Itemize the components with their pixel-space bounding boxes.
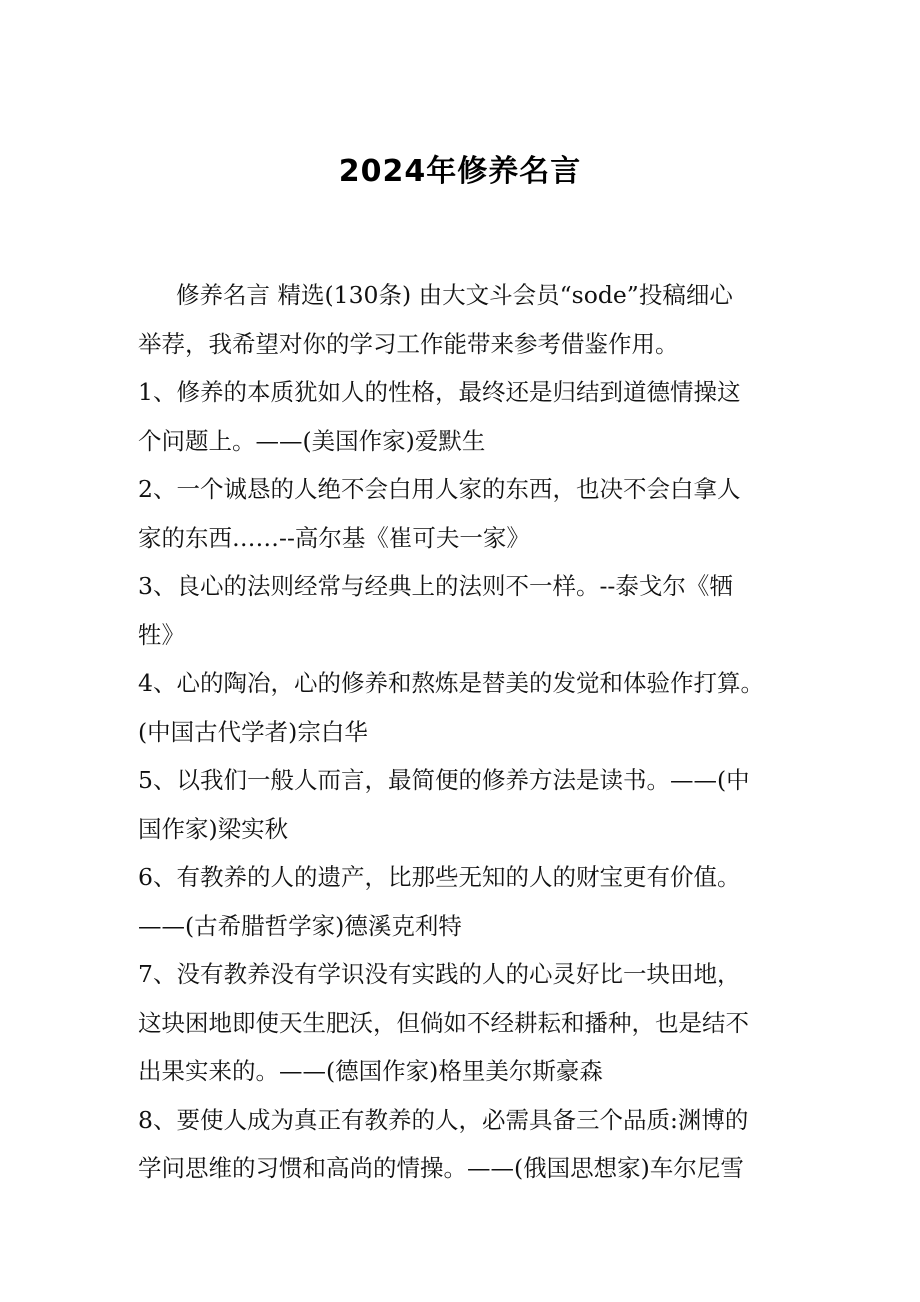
quote-line: 家的东西……--高尔基《崔可夫一家》 bbox=[138, 523, 530, 552]
intro-line: 举荐，我希望对你的学习工作能带来参考借鉴作用。 bbox=[138, 329, 679, 358]
quote-line: 8、要使人成为真正有教养的人，必需具备三个品质:渊博的 bbox=[138, 1105, 749, 1134]
quote-line: 牲》 bbox=[138, 620, 185, 649]
quote-line: ——(古希腊哲学家)德溪克利特 bbox=[138, 911, 462, 940]
quote-line: 1、修养的本质犹如人的性格，最终还是归结到道德情操这 bbox=[138, 378, 741, 406]
document-title: 2024年修养名言 bbox=[338, 154, 582, 189]
intro-line: 修养名言 精选(130条) 由大文斗会员“sode”投稿细心 bbox=[176, 281, 733, 309]
quote-line: 2、一个诚恳的人绝不会白用人家的东西，也决不会白拿人 bbox=[138, 475, 741, 503]
quote-line: (中国古代学者)宗白华 bbox=[138, 717, 368, 746]
quote-line: 学问思维的习惯和高尚的情操。——(俄国思想家)车尔尼雪 bbox=[138, 1154, 744, 1182]
quote-line: 4、心的陶冶，心的修养和熬炼是替美的发觉和体验作打算。 bbox=[138, 669, 764, 697]
quote-line: 3、良心的法则经常与经典上的法则不一样。--泰戈尔《牺 bbox=[138, 572, 733, 600]
quote-line: 5、以我们一般人而言，最简便的修养方法是读书。——(中 bbox=[138, 766, 750, 794]
document-body bbox=[138, 278, 788, 1200]
quote-line: 个问题上。——(美国作家)爱默生 bbox=[138, 426, 486, 455]
quote-line: 出果实来的。——(德国作家)格里美尔斯豪森 bbox=[138, 1057, 603, 1085]
quote-line: 7、没有教养没有学识没有实践的人的心灵好比一块田地， bbox=[138, 960, 741, 988]
quote-line: 国作家)梁实秋 bbox=[138, 814, 289, 843]
quote-line: 6、有教养的人的遗产，比那些无知的人的财宝更有价值。 bbox=[138, 863, 741, 891]
quote-line: 这块困地即使天生肥沃，但倘如不经耕耘和播种，也是结不 bbox=[138, 1008, 749, 1037]
